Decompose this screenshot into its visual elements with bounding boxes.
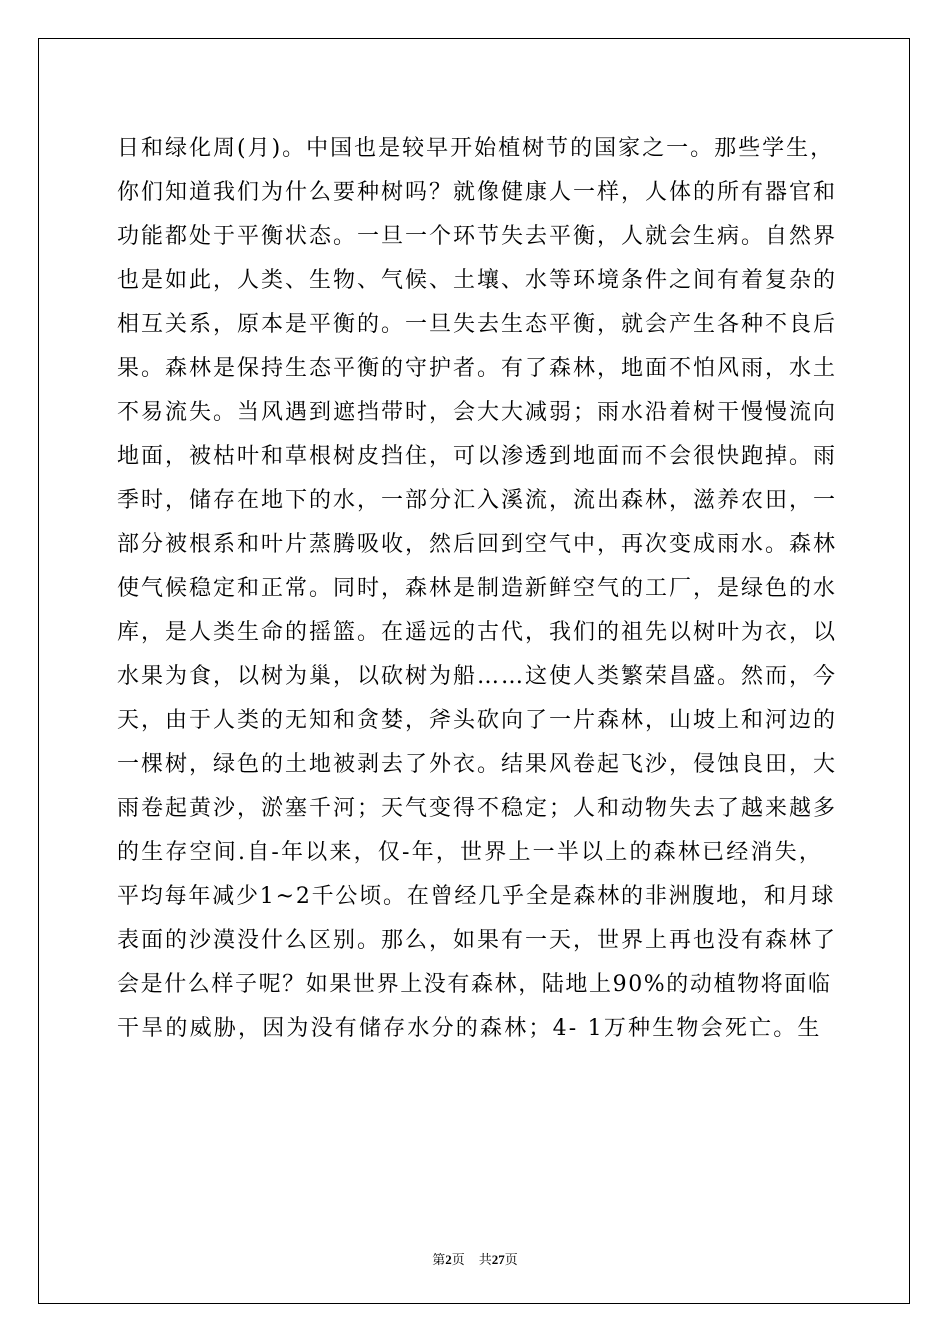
text-line: 库，是人类生命的摇篮。在遥远的古代，我们的祖先以树叶为衣，以	[117, 620, 838, 645]
text-line: 日和绿化周(月)。中国也是较早开始植树节的国家之一。那些学生，	[117, 136, 835, 161]
text-line: 水果为食，以树为巢，以砍树为船……这使人类繁荣昌盛。然而，今	[117, 664, 838, 689]
page-suffix: 页	[451, 1253, 465, 1268]
text-line: 一棵树，绿色的土地被剥去了外衣。结果风卷起飞沙，侵蚀良田，大	[117, 752, 838, 777]
text-line: 会是什么样子呢？如果世界上没有森林，陆地上90%的动植物将面临	[117, 972, 832, 997]
text-line: 雨卷起黄沙，淤塞千河；天气变得不稳定；人和动物失去了越来越多	[117, 796, 838, 821]
text-line: 果。森林是保持生态平衡的守护者。有了森林，地面不怕风雨，水土	[117, 356, 838, 381]
text-line: 干旱的威胁，因为没有储存水分的森林；4- 1万种生物会死亡。生	[117, 1016, 822, 1041]
page-number: 2	[445, 1252, 452, 1267]
text-line: 平均每年减少1~2千公顷。在曾经几乎全是森林的非洲腹地，和月球	[117, 884, 836, 909]
text-line: 功能都处于平衡状态。一旦一个环节失去平衡，人就会生病。自然界	[117, 224, 838, 249]
text-line: 使气候稳定和正常。同时，森林是制造新鲜空气的工厂，是绿色的水	[117, 576, 838, 601]
text-line: 相互关系，原本是平衡的。一旦失去生态平衡，就会产生各种不良后	[117, 312, 838, 337]
page-footer	[0, 1249, 950, 1268]
total-pages: 27	[491, 1252, 505, 1267]
text-line: 地面，被枯叶和草根树皮挡住，可以渗透到地面而不会很快跑掉。雨	[117, 444, 838, 469]
text-line: 部分被根系和叶片蒸腾吸收，然后回到空气中，再次变成雨水。森林	[117, 532, 838, 557]
body-text	[117, 127, 837, 1051]
text-line: 表面的沙漠没什么区别。那么，如果有一天，世界上再也没有森林了	[117, 928, 838, 953]
text-line: 也是如此，人类、生物、气候、土壤、水等环境条件之间有着复杂的	[117, 268, 838, 293]
text-line: 季时，储存在地下的水，一部分汇入溪流，流出森林，滋养农田，一	[117, 488, 838, 513]
text-line: 你们知道我们为什么要种树吗？就像健康人一样，人体的所有器官和	[117, 180, 838, 205]
page-prefix: 第	[432, 1253, 446, 1268]
total-prefix: 共	[478, 1253, 492, 1268]
text-line: 不易流失。当风遇到遮挡带时，会大大减弱；雨水沿着树干慢慢流向	[117, 400, 838, 425]
total-suffix: 页	[504, 1253, 518, 1268]
text-line: 天，由于人类的无知和贪婪，斧头砍向了一片森林，山坡上和河边的	[117, 708, 838, 733]
text-line: 的生存空间.自-年以来，仅-年，世界上一半以上的森林已经消失，	[117, 840, 824, 865]
